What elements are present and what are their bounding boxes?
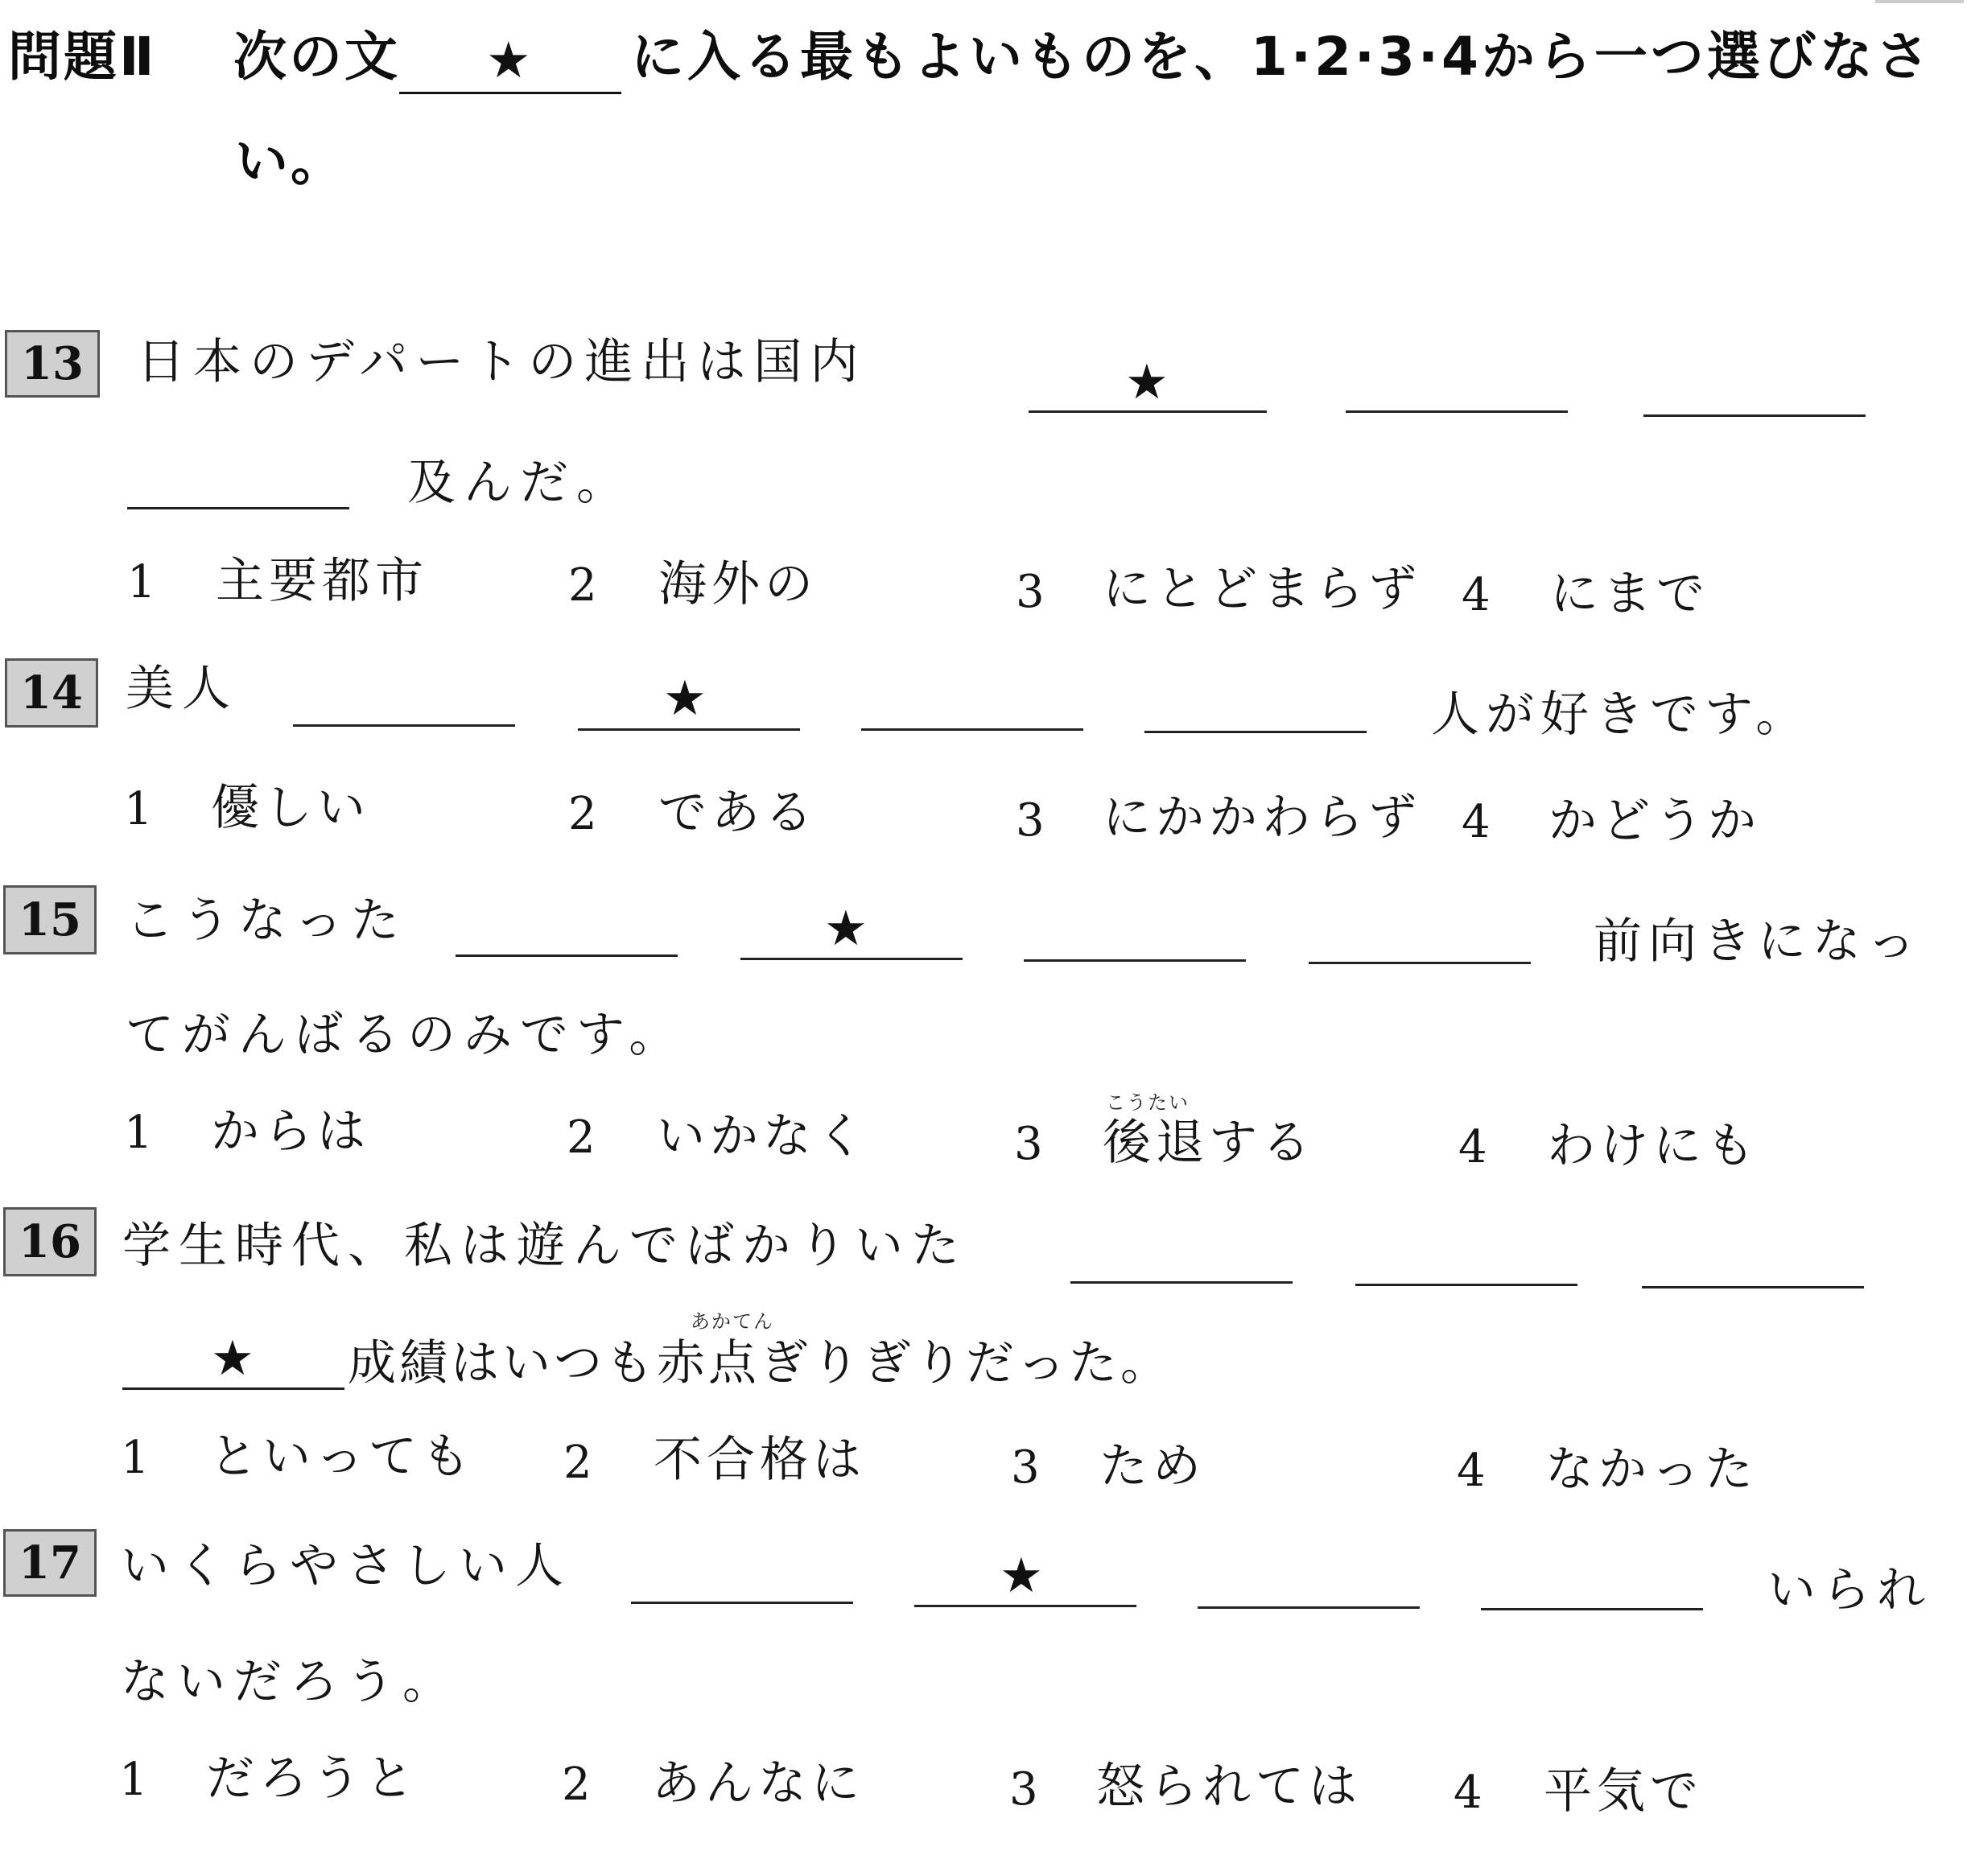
option-4-text[interactable]: 平気で [1544, 1763, 1703, 1820]
option-number: 2 [563, 1437, 592, 1489]
option-3-text[interactable]: ため [1099, 1438, 1206, 1495]
option-4-text[interactable]: にまで [1550, 566, 1709, 622]
question-number-15: 15 [3, 885, 97, 954]
option-number: 2 [568, 559, 597, 612]
star-icon: ★ [486, 31, 531, 89]
corner-mark [1875, 0, 1964, 3]
option-1-text[interactable]: 優しい [211, 780, 370, 836]
question-14-stem: 美人 [126, 661, 238, 717]
question-13-stem-end: 及んだ。 [407, 455, 633, 511]
option-3-text[interactable]: にとどまらず [1103, 561, 1421, 617]
option-1-text[interactable]: 主要都市 [216, 553, 428, 609]
answer-blank-15-2[interactable] [740, 958, 963, 960]
answer-blank-13-2[interactable] [1346, 410, 1568, 413]
answer-blank-16-2[interactable] [1355, 1284, 1577, 1286]
question-number-17: 17 [3, 1529, 97, 1597]
option-2-text[interactable]: 不合格は [654, 1432, 866, 1488]
question-17-stem-end: いられ [1767, 1562, 1932, 1618]
question-13-stem: 日本のデパートの進出は国内 [137, 334, 867, 390]
question-number-13: 13 [5, 330, 100, 398]
option-number: 2 [567, 1111, 596, 1164]
option-1-text[interactable]: だろうと [206, 1750, 419, 1807]
option-number: 4 [1457, 1445, 1486, 1497]
option-number: 3 [1016, 566, 1045, 618]
option-number: 3 [1014, 1118, 1043, 1170]
section-label: 問題Ⅱ [8, 26, 157, 88]
option-3-text[interactable]: 後退する [1103, 1115, 1315, 1171]
answer-blank-13-4[interactable] [127, 507, 349, 509]
star-icon: ★ [663, 670, 707, 727]
question-15-stem-end: 前向きになっ [1594, 913, 1922, 970]
option-number: 1 [121, 1432, 150, 1484]
answer-blank-17-1[interactable] [631, 1602, 853, 1604]
star-icon: ★ [211, 1330, 254, 1387]
answer-blank-13-3[interactable] [1643, 414, 1866, 417]
question-16-stem: 学生時代、私は遊んでばかりいた [122, 1218, 967, 1274]
question-14-stem-end: 人が好きです。 [1431, 686, 1811, 743]
answer-blank-17-3[interactable] [1198, 1606, 1420, 1609]
option-2-text[interactable]: 海外の [658, 556, 818, 612]
star-icon: ★ [824, 901, 868, 957]
instruction-text-line2: い。 [235, 130, 346, 192]
question-number-16: 16 [3, 1207, 97, 1276]
question-16-stem-line2: 成績はいつも赤点ぎりぎりだった。 [348, 1335, 1172, 1392]
option-number: 4 [1462, 796, 1491, 848]
instruction-text-start: 次の文 [233, 26, 400, 88]
answer-blank-14-1[interactable] [293, 724, 515, 727]
option-number: 2 [568, 788, 597, 840]
option-3-text[interactable]: 怒られては [1096, 1758, 1362, 1815]
answer-blank-16-4[interactable] [122, 1387, 344, 1390]
option-number: 4 [1462, 569, 1491, 621]
answer-blank-14-2[interactable] [578, 728, 800, 731]
furigana: あかてん [691, 1310, 774, 1333]
option-1-text[interactable]: といっても [209, 1429, 475, 1485]
option-number: 1 [124, 1107, 153, 1159]
answer-blank-14-4[interactable] [1144, 731, 1367, 733]
answer-blank-15-3[interactable] [1024, 959, 1246, 962]
question-17-stem-line2: ないだろう。 [121, 1654, 459, 1710]
option-number: 1 [127, 556, 156, 608]
option-number: 4 [1454, 1767, 1482, 1819]
option-number: 2 [562, 1758, 591, 1811]
option-4-text[interactable]: かどうか [1548, 793, 1761, 849]
option-2-text[interactable]: あんなに [652, 1755, 864, 1812]
option-2-text[interactable]: いかなく [657, 1108, 869, 1165]
option-1-text[interactable]: からは [211, 1103, 370, 1160]
option-number: 1 [124, 783, 153, 835]
instruction-star-blank [399, 31, 621, 94]
furigana: こうたい [1106, 1091, 1190, 1114]
answer-blank-17-4[interactable] [1481, 1608, 1703, 1610]
option-3-text[interactable]: にかかわらず [1103, 790, 1421, 846]
answer-blank-16-1[interactable] [1070, 1281, 1293, 1284]
answer-blank-15-1[interactable] [456, 954, 678, 957]
question-15-stem-line2: てがんばるのみです。 [126, 1007, 686, 1063]
question-17-stem: いくらやさしい人 [121, 1538, 571, 1594]
star-icon: ★ [1125, 354, 1169, 410]
instruction-text-end: に入る最もよいものを、1·2·3·4から一つ選びなさ [631, 26, 1932, 88]
answer-blank-14-3[interactable] [861, 728, 1083, 731]
option-4-text[interactable]: わけにも [1547, 1118, 1759, 1174]
option-number: 4 [1458, 1121, 1487, 1173]
question-number-14: 14 [5, 658, 98, 728]
option-number: 3 [1016, 794, 1045, 847]
answer-blank-17-2[interactable] [914, 1605, 1136, 1607]
answer-blank-15-4[interactable] [1309, 962, 1531, 964]
option-4-text[interactable]: なかった [1545, 1441, 1758, 1498]
answer-blank-16-3[interactable] [1642, 1286, 1864, 1288]
option-number: 3 [1011, 1441, 1040, 1494]
star-icon: ★ [1000, 1548, 1043, 1604]
answer-blank-13-1[interactable] [1029, 410, 1267, 413]
option-number: 3 [1009, 1763, 1038, 1816]
option-number: 1 [119, 1754, 148, 1806]
option-2-text[interactable]: である [658, 785, 818, 841]
question-15-stem: こうなった [126, 893, 407, 949]
